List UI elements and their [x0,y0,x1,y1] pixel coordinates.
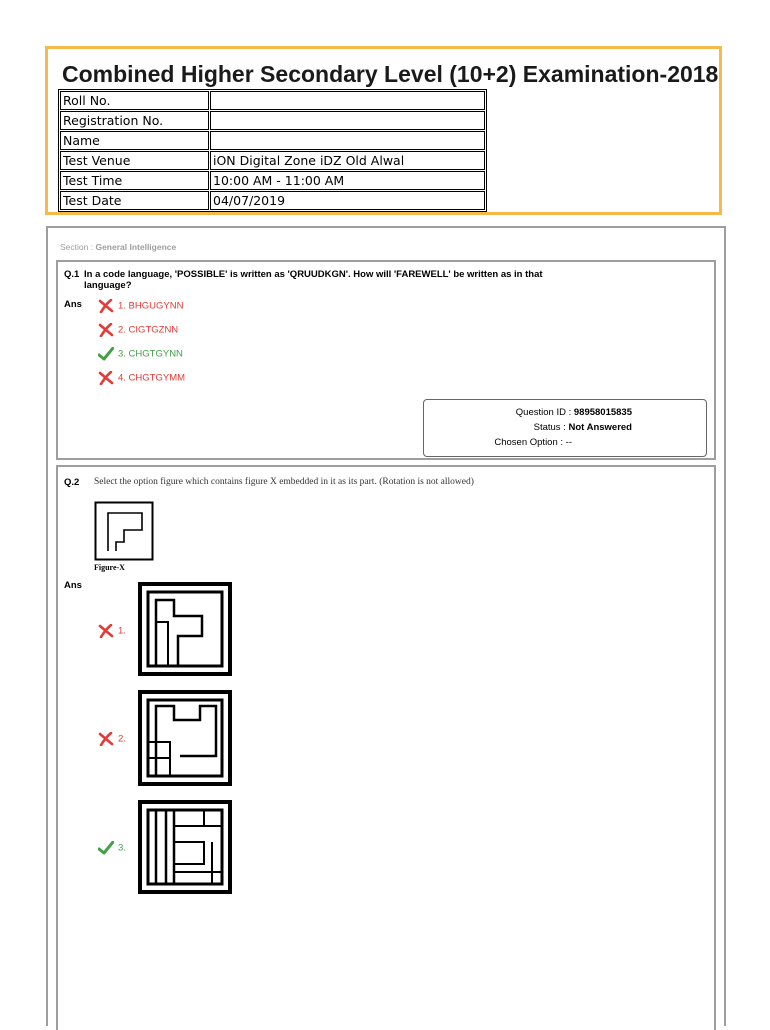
question-text: Select the option figure which contains figure X embedded in it as its part. (Rotation is not allowed) [94,477,474,487]
option-4 [98,371,185,385]
info-value: 04/07/2019 [210,191,485,210]
option-2-figure [138,690,232,786]
answer-label: Ans [64,299,82,310]
section-name: General Intelligence [95,242,177,252]
question-number: Q.1 [64,269,80,280]
response-sheet [46,226,726,1026]
question-info-box [423,399,707,457]
figure-option-1 [98,624,126,638]
info-row-date [60,191,485,210]
info-row-roll [60,91,485,110]
chosen-option-value: -- [565,437,572,448]
option-2 [98,323,178,337]
info-value [210,131,485,150]
checkmark-icon [98,347,114,361]
info-label: Test Date [60,191,209,210]
info-value: iON Digital Zone iDZ Old Alwal [210,151,485,170]
info-value: 10:00 AM - 11:00 AM [210,171,485,190]
info-label: Test Time [60,171,209,190]
option-label: 1. [118,625,126,637]
figure-x-image [94,501,154,561]
option-label: 4. CHGTGYMM [118,372,186,384]
info-row-registration [60,111,485,130]
figure-option-2 [98,732,126,746]
section-prefix: Section : [60,242,94,252]
cross-icon [98,299,114,313]
option-label: 2. [118,733,126,745]
checkmark-icon [98,841,114,855]
cross-icon [98,732,114,746]
question-id-value: 98958015835 [573,407,632,418]
cross-icon [98,624,114,638]
exam-title: Combined Higher Secondary Level (10+2) Examination-2018 [62,61,719,87]
info-row-time [60,171,485,190]
question-number: Q.2 [64,477,80,488]
info-row-venue [60,151,485,170]
option-label: 1. BHGUGYNN [118,300,184,312]
info-label: Roll No. [60,91,209,110]
chosen-option-label: Chosen Option : [494,437,564,448]
question-text: In a code language, 'POSSIBLE' is written as 'QRUUDKGN'. How will 'FAREWELL' be written as in that language? [84,269,543,291]
cross-icon [98,371,114,385]
option-1 [98,299,183,313]
status-value: Not Answered [568,422,632,433]
option-label: 2. CIGTGZNN [118,324,179,336]
info-value [210,111,485,130]
question-1 [56,260,716,460]
status-label: Status : [533,422,566,433]
figure-x-caption: Figure-X [94,563,125,572]
option-label: 3. CHGTGYNN [118,348,183,360]
info-label: Registration No. [60,111,209,130]
option-3-figure [138,800,232,894]
question-id-row [516,407,632,418]
info-value [210,91,485,110]
answer-label: Ans [64,580,82,591]
cross-icon [98,323,114,337]
option-label: 3. [118,842,126,854]
info-label: Test Venue [60,151,209,170]
question-2 [56,465,716,1030]
section-label [60,242,176,252]
exam-header [45,46,722,215]
option-1-figure [138,582,232,676]
chosen-option-row [494,437,572,448]
figure-option-3 [98,841,126,855]
info-label: Name [60,131,209,150]
info-row-name [60,131,485,150]
candidate-info-table [58,89,487,212]
question-id-label: Question ID : [515,407,572,418]
status-row [534,422,632,433]
option-3 [98,347,183,361]
